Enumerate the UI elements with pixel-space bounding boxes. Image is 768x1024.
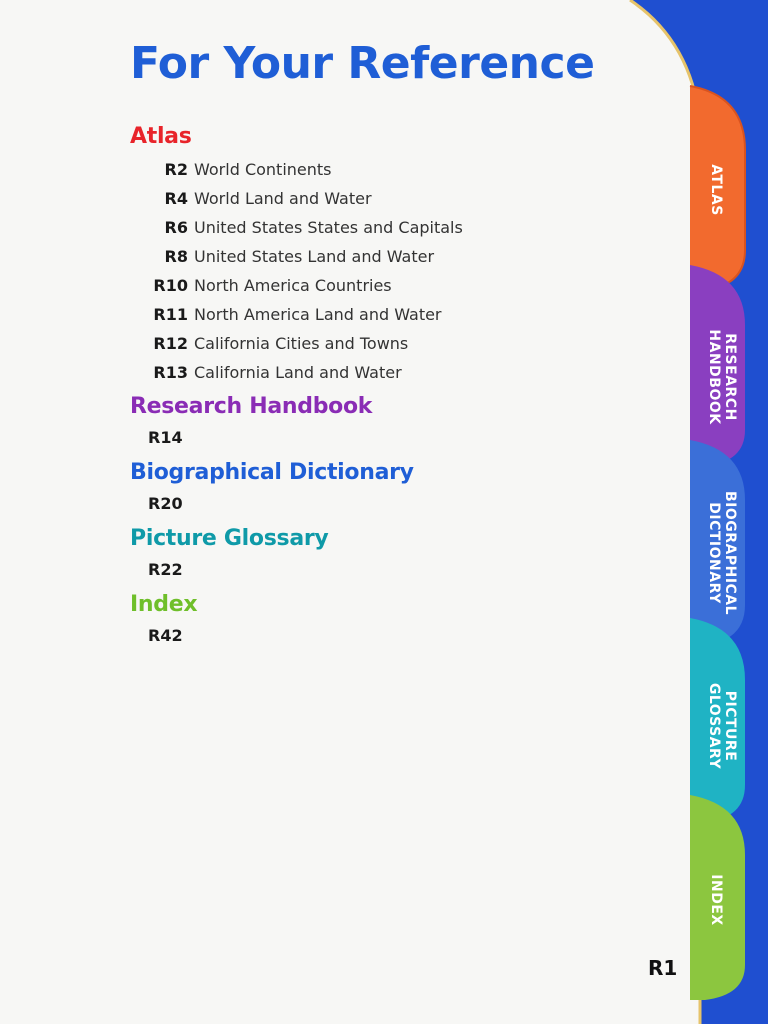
atlas-entry-label: World Continents bbox=[194, 160, 332, 179]
atlas-entry-code: R6 bbox=[164, 218, 188, 237]
atlas-entry-code: R12 bbox=[153, 334, 188, 353]
tab-research-line1: RESEARCH bbox=[722, 333, 738, 421]
atlas-entry-label: California Cities and Towns bbox=[194, 334, 409, 353]
section-glossary-heading[interactable]: Picture Glossary bbox=[130, 526, 329, 551]
tab-picture-glossary[interactable] bbox=[690, 618, 745, 822]
tab-glossary-line2: GLOSSARY bbox=[706, 682, 722, 770]
tab-biographical-dictionary[interactable] bbox=[690, 440, 745, 645]
atlas-entry[interactable] bbox=[0, 334, 768, 360]
tab-biographical-line1: BIOGRAPHICAL bbox=[722, 490, 738, 616]
atlas-entry[interactable] bbox=[0, 160, 768, 186]
section-biographical-heading[interactable]: Biographical Dictionary bbox=[130, 460, 414, 485]
tab-atlas-label: ATLAS bbox=[708, 164, 724, 216]
page-edge bbox=[630, 0, 700, 1024]
index-page-code: R42 bbox=[148, 626, 183, 645]
atlas-entry-label: North America Land and Water bbox=[194, 305, 442, 324]
atlas-entry-label: North America Countries bbox=[194, 276, 392, 295]
glossary-page-code: R22 bbox=[148, 560, 183, 579]
atlas-entry[interactable] bbox=[0, 189, 768, 215]
atlas-entry-code: R4 bbox=[164, 189, 188, 208]
tab-index[interactable] bbox=[690, 795, 745, 1000]
tab-research-line2: HANDBOOK bbox=[706, 329, 722, 425]
atlas-entry-label: United States Land and Water bbox=[194, 247, 435, 266]
page-title: For Your Reference bbox=[130, 38, 595, 89]
atlas-entry-label: United States States and Capitals bbox=[194, 218, 463, 237]
section-index-heading[interactable]: Index bbox=[130, 592, 198, 617]
atlas-entry[interactable] bbox=[0, 247, 768, 273]
page-number: R1 bbox=[648, 956, 678, 980]
section-research-heading[interactable]: Research Handbook bbox=[130, 394, 373, 419]
atlas-entry[interactable] bbox=[0, 363, 768, 389]
atlas-entry-code: R10 bbox=[153, 276, 188, 295]
tab-glossary-line1: PICTURE bbox=[722, 690, 738, 762]
biographical-page-code: R20 bbox=[148, 494, 183, 513]
atlas-entry-code: R2 bbox=[164, 160, 188, 179]
atlas-entry-label: California Land and Water bbox=[194, 363, 402, 382]
section-atlas-heading: Atlas bbox=[130, 124, 192, 149]
atlas-entry-label: World Land and Water bbox=[194, 189, 372, 208]
atlas-entry[interactable] bbox=[0, 305, 768, 331]
atlas-entry-code: R11 bbox=[153, 305, 188, 324]
atlas-entry-code: R13 bbox=[153, 363, 188, 382]
atlas-entry[interactable] bbox=[0, 218, 768, 244]
atlas-entry[interactable] bbox=[0, 276, 768, 302]
tab-biographical-line2: DICTIONARY bbox=[706, 502, 722, 604]
atlas-entry-code: R8 bbox=[164, 247, 188, 266]
research-page-code: R14 bbox=[148, 428, 183, 447]
tab-index-label: INDEX bbox=[708, 874, 724, 926]
